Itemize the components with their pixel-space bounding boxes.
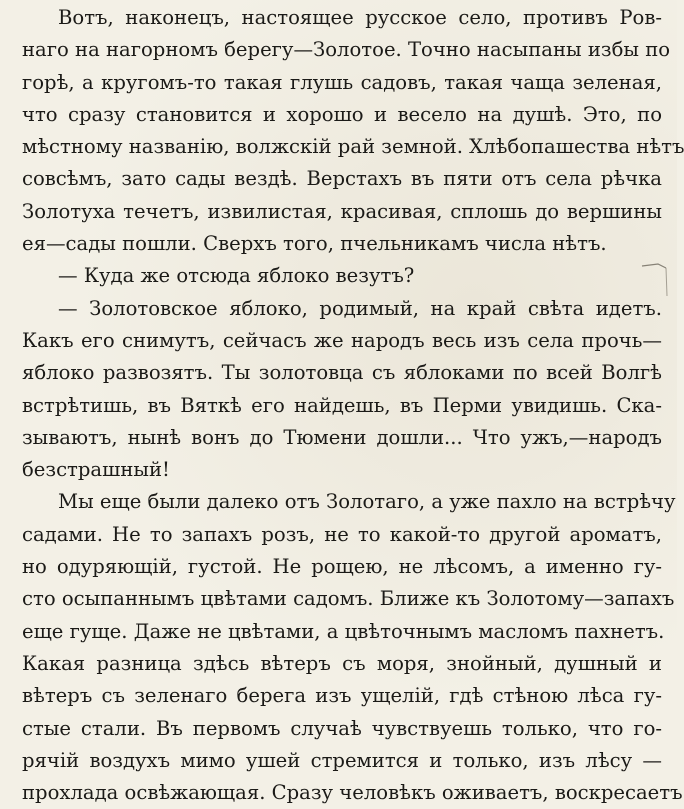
text-line: — Куда же отсюда яблоко везутъ? (58, 264, 415, 288)
text-line: Какая разница здѣсь вѣтеръ съ моря, знойный, душный и (22, 651, 662, 675)
text-line: — Золотовское яблоко, родимый, на край свѣта идетъ. (58, 296, 662, 320)
text-line: наго на нагорномъ берегу—Золотое. Точно насыпаны избы по (22, 38, 671, 62)
text-line: сто осыпаннымъ цвѣтами садомъ. Ближе къ Золотому—запахъ (22, 587, 675, 611)
text-line: ея—сады пошли. Сверхъ того, пчельникамъ числа нѣтъ. (22, 232, 607, 256)
text-line: горѣ, а кругомъ-то такая глушь садовъ, такая чаща зеленая, (22, 70, 662, 94)
text-line: прохлада освѣжающая. Сразу человѣкъ оживаетъ, воскресаетъ (22, 781, 683, 805)
text-line: зываютъ, нынѣ вонъ до Тюмени дошли... Что ужъ,—народъ (22, 425, 662, 449)
text-line: но одуряющій, густой. Не рощею, не лѣсомъ, а именно гу- (22, 555, 662, 579)
paragraph (22, 260, 662, 292)
text-line: рячій воздухъ мимо ушей стремится и только, изъ лѣсу — (22, 748, 662, 772)
text-line: безстрашный! (22, 458, 170, 482)
paragraph (22, 486, 683, 809)
text-line: садами. Не то запахъ розъ, не то какой-то другой ароматъ, (22, 522, 662, 546)
text-line: Золотуха течетъ, извилистая, красивая, сплошь до вершины (22, 199, 662, 223)
text-line: встрѣтишь, въ Вяткѣ его найдешь, въ Перми увидишь. Ска- (22, 393, 662, 417)
text-line: совсѣмъ, зато сады вездѣ. Верстахъ въ пяти отъ села рѣчка (22, 167, 662, 191)
text-line: Вотъ, наконецъ, настоящее русское село, противъ Ров- (58, 6, 662, 29)
margin-pencil-mark (640, 258, 670, 298)
text-line: еще гуще. Даже не цвѣтами, а цвѣточнымъ масломъ пахнетъ. (22, 619, 665, 643)
text-line: яблоко развозятъ. Ты золотовца съ яблоками по всей Волгѣ (22, 361, 662, 385)
paragraph (22, 293, 662, 487)
page-text (22, 2, 684, 809)
text-line: мѣстному названію, волжскій рай земной. Хлѣбопашества нѣтъ (22, 135, 684, 159)
text-line: что сразу становится и хорошо и весело на душѣ. Это, по (22, 102, 662, 126)
text-line: Мы еще были далеко отъ Золотаго, а уже пахло на встрѣчу (58, 490, 676, 514)
text-line: стые стали. Въ первомъ случаѣ чувствуешь только, что го- (22, 716, 662, 740)
text-line: вѣтеръ съ зеленаго берега изъ ущелій, гдѣ стѣною лѣса гу- (22, 684, 662, 708)
paragraph (22, 2, 684, 260)
text-line: Какъ его снимутъ, сейчасъ же народъ весь изъ села прочь— (22, 328, 662, 352)
